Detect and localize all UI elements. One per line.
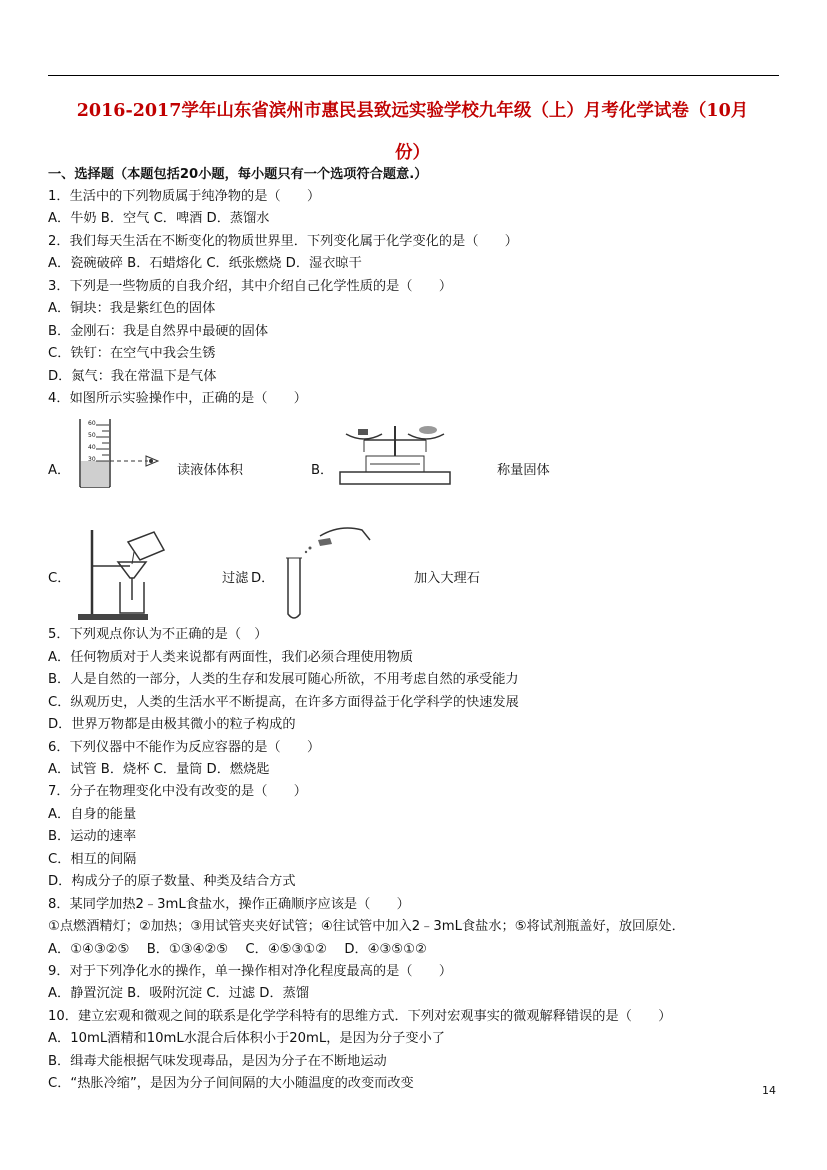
- option-b-caption: 称量固体: [497, 463, 550, 479]
- option-d-letter: D．: [251, 571, 275, 587]
- questions-1-4: [48, 186, 788, 410]
- option-a-letter: A．: [48, 463, 71, 479]
- option-d-caption: 加入大理石: [414, 571, 480, 587]
- question-line: A．①④③②⑤ B．①③④②⑤ C．④⑤③①② D．④③⑤①②: [48, 941, 427, 957]
- title-line-1: 2016-2017学年山东省滨州市惠民县致远实验学校九年级（上）月考化学试卷（10月: [76, 101, 749, 121]
- section-header: 一、选择题（本题包括20小题，每小题只有一个选项符合题意.）: [48, 167, 428, 182]
- question-line: A．铜块：我是紫红色的固体: [48, 301, 216, 317]
- question-line: 2．我们每天生活在不断变化的物质世界里．下列变化属于化学变化的是（ ）: [48, 233, 518, 249]
- question-line: B．人是自然的一部分，人类的生存和发展可随心所欲，不用考虑自然的承受能力: [48, 672, 519, 688]
- balance-scale-figure: [336, 420, 454, 488]
- question-line: 7．分子在物理变化中没有改变的是（ ）: [48, 784, 307, 800]
- tick-40: 40: [88, 444, 96, 452]
- question-list: [48, 186, 788, 1096]
- question-line: A．任何物质对于人类来说都有两面性，我们必须合理使用物质: [48, 649, 414, 665]
- question-line: B．金刚石：我是自然界中最硬的固体: [48, 323, 269, 339]
- graduated-cylinder-figure: [72, 417, 162, 489]
- question-line: C．“热胀冷缩”，是因为分子间间隔的大小随温度的改变而改变: [48, 1076, 414, 1092]
- page-number: 14: [762, 1084, 776, 1097]
- tick-50: 50: [88, 432, 96, 440]
- question-line: 9．对于下列净化水的操作，单一操作相对净化程度最高的是（ ）: [48, 963, 453, 979]
- question-line: 8．某同学加热2﹣3mL食盐水，操作正确顺序应该是（ ）: [48, 896, 410, 912]
- question-line: A．10mL酒精和10mL水混合后体积小于20mL，是因为分子变小了: [48, 1031, 445, 1047]
- question-line: 4．如图所示实验操作中，正确的是（ ）: [48, 390, 307, 406]
- question-line: C．相互的间隔: [48, 851, 137, 867]
- questions-5-10: [48, 624, 788, 1095]
- test-tube-figure: [280, 522, 380, 622]
- tick-60: 60: [88, 420, 96, 428]
- question-line: 10．建立宏观和微观之间的联系是化学学科特有的思维方式．下列对宏观事实的微观解释错误的是（ ）: [48, 1008, 672, 1024]
- question-line: A．试管 B．烧杯 C．量筒 D．燃烧匙: [48, 762, 270, 777]
- page-title: [45, 90, 780, 174]
- question-line: A．自身的能量: [48, 806, 137, 822]
- question-line: A．静置沉淀 B．吸附沉淀 C．过滤 D．蒸馏: [48, 986, 310, 1002]
- question-line: C．纵观历史，人类的生活水平不断提高，在许多方面得益于化学科学的快速发展: [48, 694, 519, 710]
- option-a-caption: 读液体体积: [177, 463, 243, 479]
- title-line-2: 份）: [395, 143, 430, 163]
- question-line: A．牛奶 B．空气 C．啤酒 D．蒸馏水: [48, 211, 270, 227]
- question-line: B．运动的速率: [48, 829, 137, 845]
- question-line: D．构成分子的原子数量、种类及结合方式: [48, 874, 296, 890]
- filtration-setup-figure: [72, 522, 172, 622]
- question-line: 3．下列是一些物质的自我介绍，其中介绍自己化学性质的是（ ）: [48, 278, 453, 294]
- header-rule: [48, 75, 779, 76]
- option-c-caption: 过滤: [222, 571, 249, 587]
- question-line: A．瓷碗破碎 B．石蜡熔化 C．纸张燃烧 D．湿衣晾干: [48, 256, 362, 272]
- tick-30: 30: [88, 456, 96, 464]
- question-line: 6．下列仪器中不能作为反应容器的是（ ）: [48, 739, 321, 755]
- question-line: C．铁钉：在空气中我会生锈: [48, 346, 216, 362]
- question-line: 5．下列观点你认为不正确的是（ ）: [48, 627, 268, 643]
- question-line: 1．生活中的下列物质属于纯净物的是（ ）: [48, 189, 321, 204]
- question-line: D．世界万物都是由极其微小的粒子构成的: [48, 717, 296, 733]
- question-line: ①点燃酒精灯；②加热；③用试管夹夹好试管；④往试管中加入2﹣3mL食盐水；⑤将试剂瓶盖好，放回原处．: [48, 919, 685, 935]
- option-c-letter: C．: [48, 571, 71, 587]
- question-line: B．缉毒犬能根据气味发现毒品，是因为分子在不断地运动: [48, 1053, 387, 1069]
- question-line: D．氮气：我在常温下是气体: [48, 368, 217, 384]
- question-4-figures: [48, 410, 788, 624]
- option-b-letter: B．: [311, 463, 334, 479]
